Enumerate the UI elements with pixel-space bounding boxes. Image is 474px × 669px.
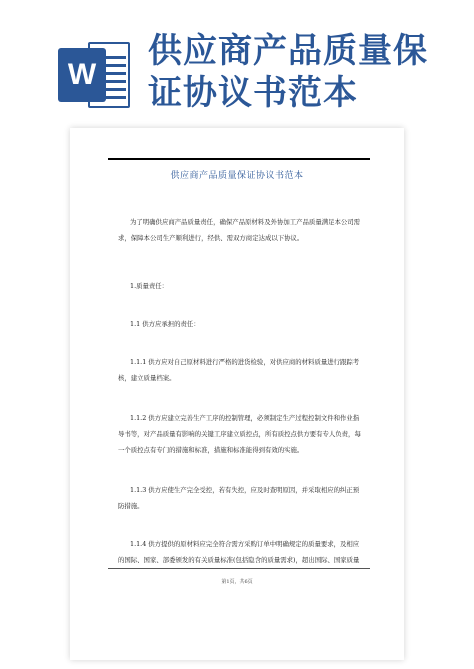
paragraph-line: 防措施。 bbox=[118, 502, 144, 510]
paragraph-line: 核，建立质量档案。 bbox=[118, 374, 176, 382]
paragraph-line: 1.1.4 供方提供的原材料应完全符合需方采购订单中明确规定的质量要求，及相应 bbox=[130, 540, 360, 548]
paragraph-line: 1.1 供方应承担的责任： bbox=[130, 320, 200, 328]
banner-title-line-1: 供应商产品质量保 bbox=[148, 31, 428, 71]
paragraph-section-1-1-2 bbox=[118, 410, 364, 458]
paragraph-line: 1.1.2 供方应建立完善生产工序的控制管理，必须制定生产过程控制文件和作业指 bbox=[130, 414, 360, 422]
paragraph-section-1 bbox=[118, 278, 364, 294]
paragraph-line: 的国际、国家、部委颁发的有关质量标准(包括隐含的质量需求)，超出国际、国家质量 bbox=[118, 556, 360, 564]
paragraph-line: 导书等，对产品质量有影响的关键工序建立质控点，所有质控点供方要有专人负责，每 bbox=[118, 430, 361, 438]
word-document-icon bbox=[58, 42, 134, 108]
page-number: 第1页，共6页 bbox=[221, 579, 253, 585]
paragraph-line: 1.1.1 供方应对自己原材料进行严格的进货检验，对供应商的材料质量进行跟踪考 bbox=[130, 358, 360, 366]
banner-title bbox=[148, 30, 448, 114]
paragraph-section-1-1-4 bbox=[118, 536, 364, 568]
banner-title-line-2: 证协议书范本 bbox=[148, 73, 358, 113]
paragraph-intro bbox=[118, 214, 364, 246]
paragraph-line: 为了明确供应商产品质量责任，确保产品原材料及外协加工产品质量满足本公司需 bbox=[130, 218, 361, 226]
word-tile: W bbox=[58, 48, 106, 102]
document-page[interactable] bbox=[70, 128, 404, 660]
footer-rule bbox=[108, 568, 370, 569]
paragraph-line: 求，保障本公司生产顺利进行，经供、需双方商定达成以下协议。 bbox=[118, 234, 304, 242]
paragraph-line: 1.质量责任： bbox=[130, 282, 169, 290]
paragraph-line: 一个质控点有专门的措施和标准，措施和标准能得到有效的实施。 bbox=[118, 446, 304, 454]
header-rule bbox=[108, 158, 370, 160]
paragraph-line: 1.1.3 供方应使生产完全受控，若有失控，应及时查明原因，并采取相应的纠正预 bbox=[130, 486, 360, 494]
paragraph-section-1-1-3 bbox=[118, 482, 364, 514]
document-title: 供应商产品质量保证协议书范本 bbox=[170, 171, 304, 181]
banner bbox=[0, 0, 474, 120]
paragraph-section-1-1-1 bbox=[118, 354, 364, 386]
paragraph-section-1-1 bbox=[118, 316, 364, 332]
